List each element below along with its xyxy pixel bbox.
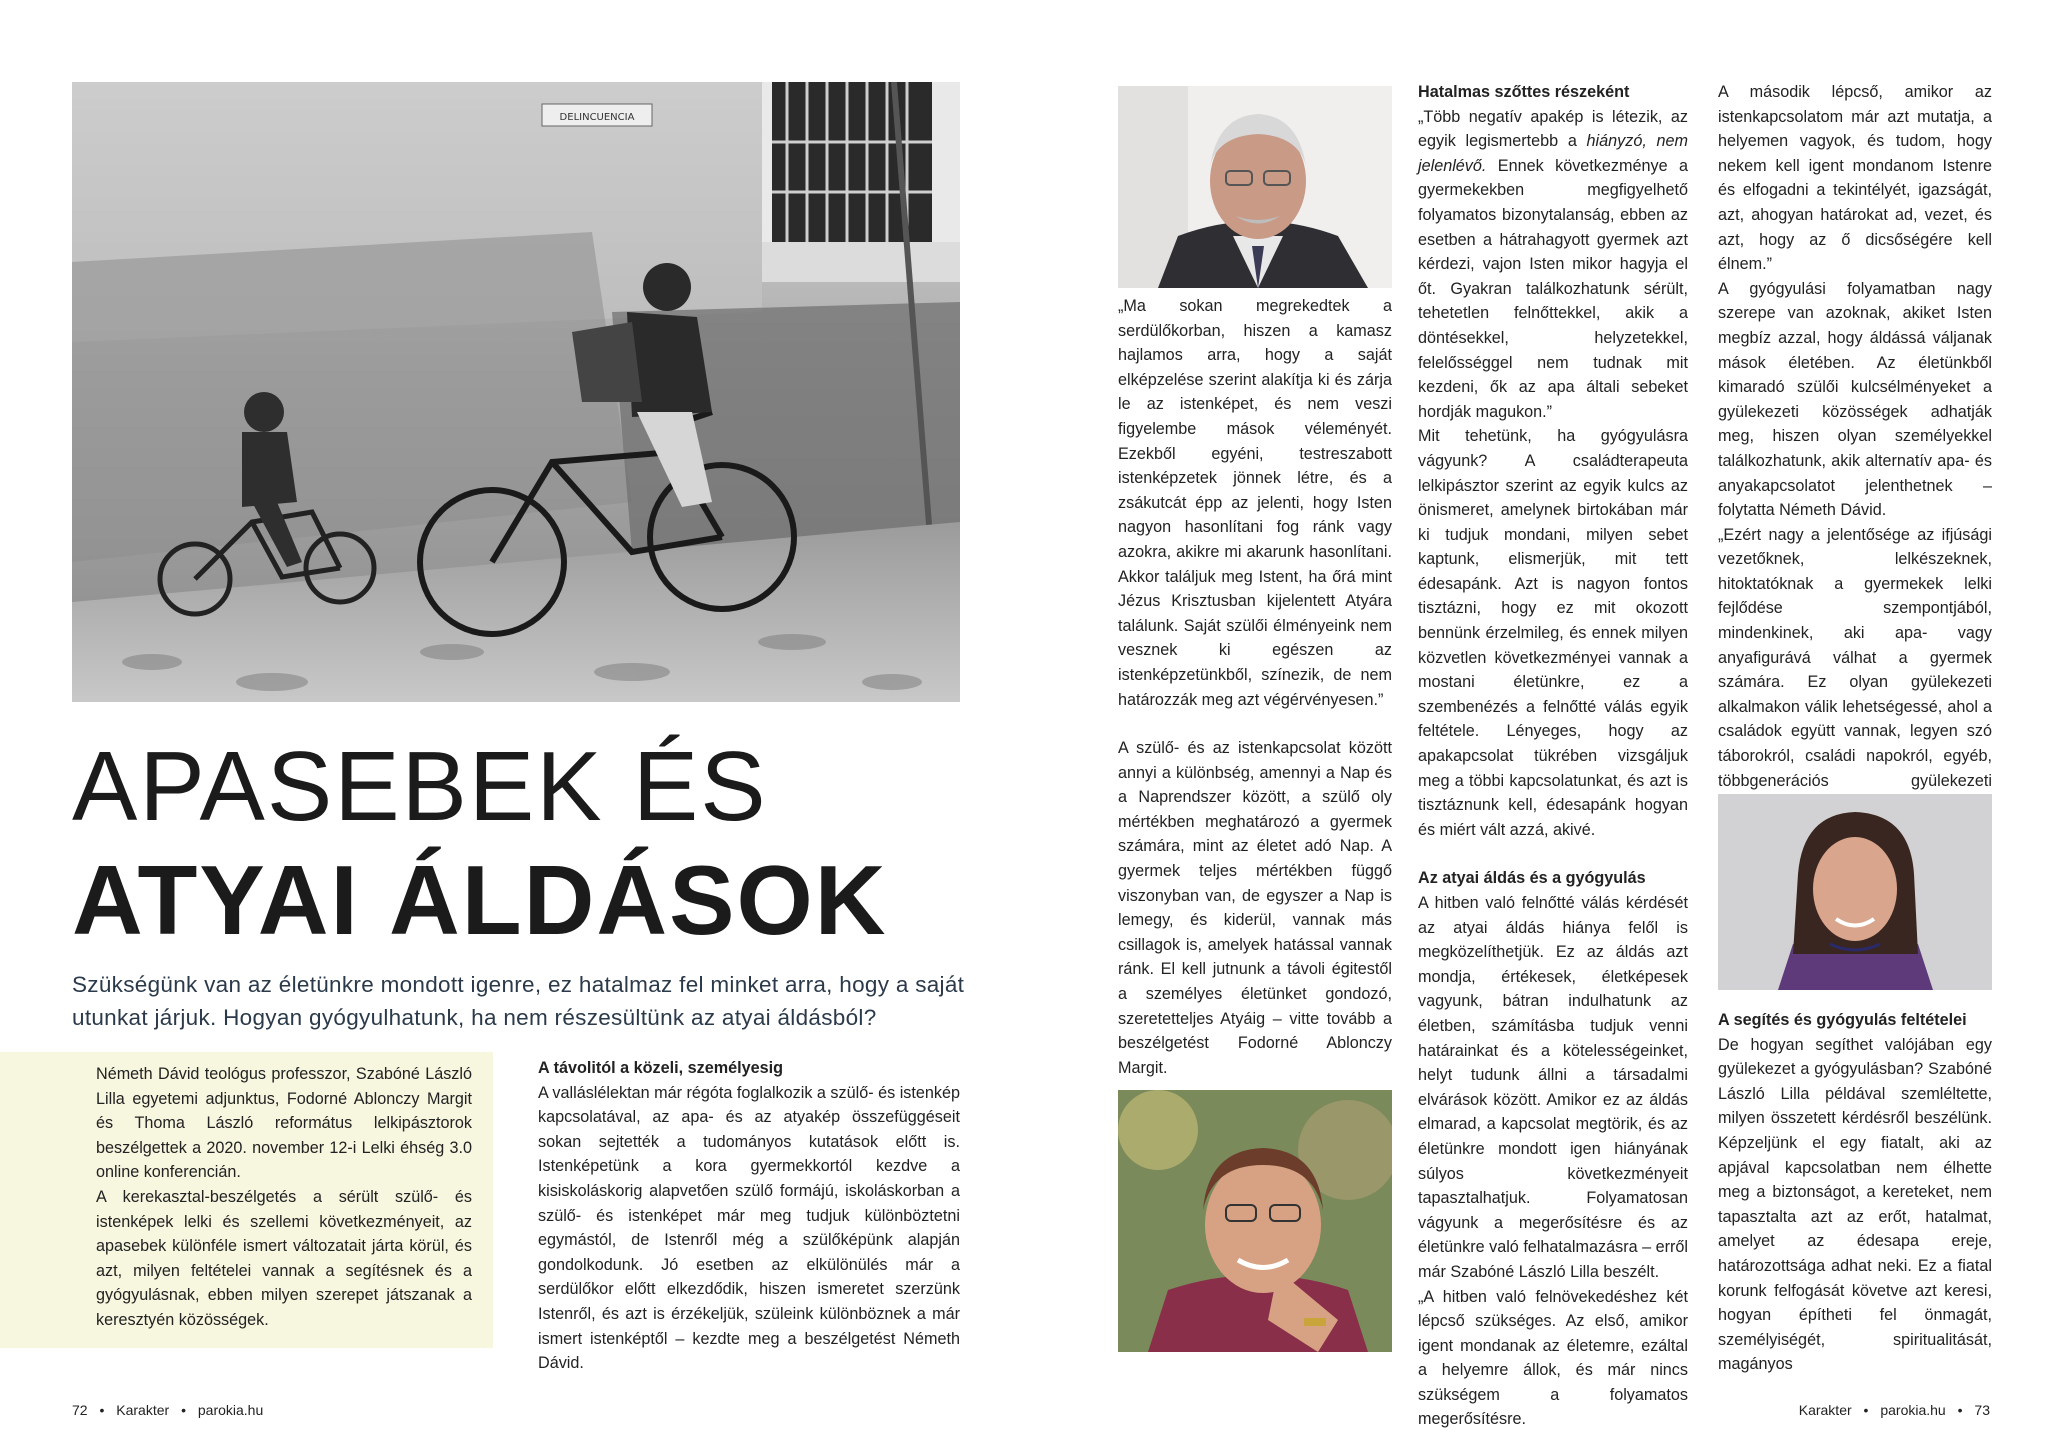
column-right-1-paragraph-2: Mit tehetünk, ha gyógyulásra vágyunk? A családterapeuta lelkipásztor szerint az egyik kulcs az önismeret, amelynek birtokában már ki tudjuk mondani, milyen sebet kaptunk, elismerjük, mit tett édesapánk. Azt is nagyon fontos tisztázni, hogy ez mit okozott bennünk érzelmileg, és ennek milyen közvetlen következményei vannak a mostani életünkre, ez a szembenézés a felnőtté válás egyik feltétele. Lényeges, hogy az apakapcsolat tükrében vizsgáljuk meg a többi kapcsolatunkat, és azt is tisztáznunk kell, édesapánk hogyan és miért vált azzá, akivé.	[1418, 427, 1688, 839]
intro-box-text	[96, 1062, 472, 1333]
column-right-2-paragraph-3: „Ezért nagy a jelentősége az ifjúsági vezetőknek, lelkészeknek, hitoktatóknak a gyermekek lelki fejlődése szempontjából, mindenkinek, aki apa- vagy anyafigurává válhat a gyermek számára. Ez olyan gyülekezeti alkalmakon válik lehetségessé, ahol a családok együtt vannak, legyen szó táborokról, családi napokról, egyéb, többgenerációs gyülekezeti	[1718, 525, 1992, 790]
page-number-right: 73	[1974, 1402, 1990, 1418]
column-right-2-paragraph-2: A gyógyulási folyamatban nagy szerepe van azoknak, akiket Isten megbíz azzal, hogy áldássá váljanak mások életében. Az életünkből kimaradó szülői kulcsélményeket a gyülekezeti közösségek adhatják meg, hiszen olyan személyekkel találkozhatunk, akik alternatív apa- és anyakapcsolatot jelenthetnek – folytatta Németh Dávid.	[1718, 279, 1992, 520]
title-line-2: ATYAI ÁLDÁSOK	[72, 845, 888, 955]
heading-atyai-aldas: Az atyai áldás és a gyógyulás	[1418, 869, 1646, 888]
site-link-right[interactable]: parokia.hu	[1880, 1402, 1946, 1418]
column-right-2-paragraph-4: De hogyan segíthet valójában egy gyülekezet a gyógyulásban? Szabóné László Lilla példával szemléltette, milyen összetett kérdésről beszélünk. Képzeljünk el egy fiatalt, aki az apjával kapcsolatban nem élhette meg a biztonságot, a kereteket, nem tapasztalta azt az erőt, hatalmat, amelyet az édesapa ereje, határozottsága adhat neki. Ez a fiatal korunk felfogását követve azt keresi, hogyan építheti fel önmagát, személyiségét, spiritualitását, magányos	[1718, 1035, 1992, 1374]
street-sign-text: DELINCUENCIA	[559, 112, 635, 123]
portrait-fodorne-ablonczy-margit	[1118, 1090, 1392, 1352]
column-middle-text: A szülő- és az istenkapcsolat között annyi a különbség, amennyi a Nap és a Naprendszer között, a szülő oly mértékben meghatározó a gyermek számára, mint az életet adó Nap. A gyermek teljes mértékben függő viszonyban van, de egyszer a Nap is lemegy, és kiderül, vannak más csillagok is, amelyek hatással vannak ránk. El kell jutnunk a távoli égitestől a személyes életünket gondozó, szeretetteljes Atyáig – vitte tovább a beszélgetést Fodorné Ablonczy Margit.	[1118, 739, 1392, 1077]
intro-box-paragraph-1: Németh Dávid teológus professzor, Szabóné László Lilla egyetemi adjunktus, Fodorné Ablonczy Margit és Thoma László református lelkipásztorok beszélgettek a 2020. november 12-i Lelki éhség 3.0 online konferencián.	[96, 1065, 472, 1182]
column-left	[538, 1056, 960, 1376]
intro-box-paragraph-2: A kerekasztal-beszélgetés a sérült szülő- és istenképek lelki és szellemi következményeit, az apasebek különféle ismert változatait járta körül, és azt, milyen feltételei vannak a segítésnek és a gyógyulásnak, ebben milyen szerepet játszanak a keresztyén közösségek.	[96, 1187, 472, 1329]
footer-right: Karakter • parokia.hu • 73	[1798, 1402, 1990, 1418]
magazine-name-right: Karakter	[1798, 1402, 1852, 1418]
title-line-1: APASEBEK ÉS	[72, 731, 768, 841]
site-link-left[interactable]: parokia.hu	[197, 1402, 264, 1418]
bicycle-photo	[72, 82, 960, 702]
column-left-text: A valláslélektan már régóta foglalkozik a szülő- és istenkép kapcsolatával, az apa- és az atyakép összefüggéseit sokan sejtették a tudományos kutatások előtt is. Istenképetünk a kora gyermekkortól kezdve a kisiskoláskorig alapvetően szülő formájú, iskoláskorban a szülő- és istenképet már meg tudjuk különböztetni egymástól, de Istenről még a szülőképünk alapján gondolkodunk. Jó esetben az elkülönülés már a serdülőkor előtt elkezdődik, hiszen ismeretet szerzünk Istenről, és azt is érzékeljük, szüleink különböznek a már ismert istenképtől – kezdte meg a beszélgetést Németh Dávid.	[538, 1083, 960, 1373]
column-right-1-paragraph-3: A hitben való felnőtté válás kérdését az atyai áldás hiánya felől is megközelíthetjük. Ez az áldás azt mondja, értékesek, életképesek vagyunk, bátran indulhatunk az életben, számításba tudjuk venni határainkat és a kötelességeinket, helyt tudunk állni a társadalmi elvárások között. Amikor ez az áldás elmarad, a kapcsolat megtörik, és az életünkre mondott igen hiányának súlyos következményeit tapasztalhatjuk. Folyamatosan vágyunk a megerősítésre és az életünkre való felhatalmazásra – erről már Szabóné László Lilla beszélt.	[1418, 894, 1688, 1281]
heading-tavolitol: A távolitól a közeli, személyesig	[538, 1059, 784, 1077]
column-right-2-bottom	[1718, 1008, 1992, 1377]
column-right-2-paragraph-1: A második lépcső, amikor az istenkapcsolatom már azt mutatja, a helyemen vagyok, és tudom, hogy nekem kell igent mondanom Istenre és elfogadni a tekintélyét, igazságát, azt, ahogyan határokat ad, vezet, és azt, hogy az ő dicsőségére kell élnem.”	[1718, 83, 1992, 274]
footer-left: 72 • Karakter • parokia.hu	[72, 1402, 264, 1418]
quote-paragraph: „Ma sokan megrekedtek a serdülőkorban, hiszen a kamasz hajlamos arra, hogy a saját elképzelése szerint alakítja ki és zárja le az istenképet, és nem veszi figyelembe mások véleményét. Ezekből egyéni, testreszabott istenképzetek jönnek létre, és a zsákutcát épp az jelenti, hogy Isten nagyon hasonlítani fog ránk vagy azokra, akikre mi akarunk hasonlítani. Akkor találjuk meg Istent, ha őrá mint Jézus Krisztusban kijelentett Atyára találunk. Saját szülői élményeink nem vesznek ki egészen az istenképzetünkből, színezik, de nem határozzák meg azt végérvényesen.”	[1118, 297, 1392, 709]
portrait-szabone-laszlo-lilla	[1718, 794, 1992, 990]
heading-segites: A segítés és gyógyulás feltételei	[1718, 1011, 1967, 1029]
heading-hatalmas-szottes: Hatalmas szőttes részeként	[1418, 83, 1630, 101]
page-number-left: 72	[72, 1402, 88, 1418]
column-right-1-paragraph-4: „A hitben való felnövekedéshez két lépcső szükséges. Az első, amikor igent mondanak az életemre, ezáltal a helyemre állok, és már nincs szükségem a folyamatos megerősítésre.	[1418, 1287, 1688, 1429]
paragraph-1-start: „Több negatív apakép is létezik, az egyik legismertebb a	[1418, 107, 1688, 151]
magazine-name-left: Karakter	[116, 1402, 170, 1418]
column-right-1-paragraph-1	[1418, 105, 1688, 425]
lead-paragraph: Szükségünk van az életünkre mondott igenre, ez hatalmaz fel minket arra, hogy a saját utunkat járjuk. Hogyan gyógyulhatunk, ha nem részesültünk az atyai áldásból?	[72, 972, 965, 1030]
portrait-nemeth-david	[1118, 86, 1392, 288]
column-middle	[1118, 294, 1392, 1080]
column-right-1	[1418, 80, 1688, 1432]
column-right-2	[1718, 80, 1992, 818]
paragraph-1-end: Ennek következménye a gyermekekben megfigyelhető folyamatos bizonytalanság, ebben az esetben a hátrahagyott gyermek azt kérdezi, vajon Isten mikor hagyja el őt. Gyakran találkozhatunk sérült, tehetetlen felnőttekkel, akik a döntésekkel, helyzetekkel, felelősséggel nem tudnak mit kezdeni, ők az apa általi sebeket hordják magukon.”	[1418, 156, 1688, 421]
paragraph-1-italic: hiányzó, nem jelenlévő.	[1418, 132, 1688, 175]
